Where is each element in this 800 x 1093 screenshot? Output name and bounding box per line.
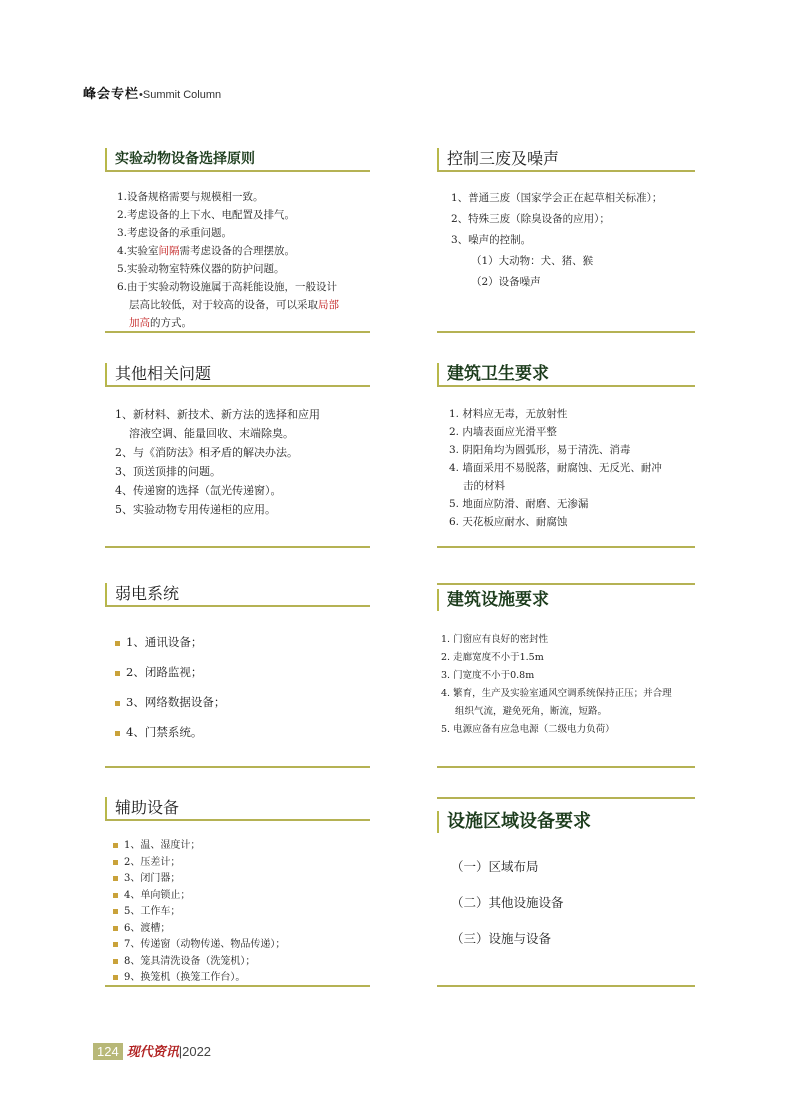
list-item: 1. 门窗应有良好的密封性 xyxy=(441,634,549,645)
list-item: 5.实验动物室特殊仪器的防护问题。 xyxy=(117,263,285,275)
list-item: 4、传递窗的选择（氙光传递窗）。 xyxy=(115,484,282,497)
list-item: 5. 电源应备有应急电源（二级电力负荷） xyxy=(441,724,615,735)
panel-title: 实验动物设备选择原则 xyxy=(105,148,370,170)
square-bullet-icon xyxy=(113,843,118,848)
square-bullet-icon xyxy=(115,701,120,706)
square-bullet-icon xyxy=(113,959,118,964)
list-item: 3.考虑设备的承重问题。 xyxy=(117,227,233,239)
square-bullet-icon xyxy=(113,926,118,931)
list-item: 1.设备规格需要与规模相一致。 xyxy=(117,191,264,203)
panel-building-hygiene xyxy=(437,363,695,548)
list-item: 3、闭门器； xyxy=(113,871,370,888)
panel-area-equipment xyxy=(437,797,695,987)
list-item: 4. 墙面采用不易脱落，耐腐蚀、无反光、耐冲 xyxy=(449,462,662,474)
footer-divider: | xyxy=(178,1044,183,1059)
page-footer xyxy=(93,1041,211,1061)
list-item: 3、噪声的控制。 xyxy=(451,234,532,246)
list-item: 2. 走廊宽度不小于1.5m xyxy=(441,652,544,663)
column-title-zh: 峰会专栏 xyxy=(83,87,140,102)
list-item: 6.由于实验动物设施属于高耗能设施，一般设计 xyxy=(117,281,338,293)
list-item: 层高比较低，对于较高的设备，可以采取局部 xyxy=(129,299,339,311)
list-item: 1、温、湿度计； xyxy=(113,838,370,855)
list-item: 1、新材料、新技术、新方法的选择和应用 xyxy=(115,408,320,421)
list-item: 6、渡槽； xyxy=(113,921,370,938)
issue-year: 2022 xyxy=(182,1044,212,1059)
list-item: 5. 地面应防滑、耐磨、无渗漏 xyxy=(449,498,589,510)
page-number: 124 xyxy=(93,1043,123,1060)
square-bullet-icon xyxy=(113,860,118,865)
square-bullet-icon xyxy=(113,893,118,898)
list-item: （一）区域布局 xyxy=(451,859,539,874)
list-item: 2、闭路监视； xyxy=(115,657,370,687)
square-bullet-icon xyxy=(113,942,118,947)
panel-title: 控制三废及噪声 xyxy=(437,148,695,170)
page-header xyxy=(83,83,221,102)
list-item: 3. 门宽度不小于0.8m xyxy=(441,670,535,681)
list-item: 2、与《消防法》相矛盾的解决办法。 xyxy=(115,446,298,459)
square-bullet-icon xyxy=(113,909,118,914)
panel-waste-noise xyxy=(437,148,695,333)
column-separator: • xyxy=(139,89,143,101)
list-item: （1）大动物：犬、猪、猴 xyxy=(471,255,594,267)
list-item: 3、顶送顶排的问题。 xyxy=(115,465,221,478)
square-bullet-icon xyxy=(115,731,120,736)
list-item: 2、压差计； xyxy=(113,855,370,872)
panel-title: 建筑设施要求 xyxy=(437,589,695,611)
list-item: 1. 材料应无毒，无放射性 xyxy=(449,408,568,420)
list-item: 4、单向锁止； xyxy=(113,888,370,905)
panel-title: 辅助设备 xyxy=(105,797,370,819)
list-item: 5、实验动物专用传递柜的应用。 xyxy=(115,503,276,516)
panel-title: 其他相关问题 xyxy=(105,363,370,385)
square-bullet-icon xyxy=(115,671,120,676)
square-bullet-icon xyxy=(115,641,120,646)
list-item: 2. 内墙表面应光滑平整 xyxy=(449,426,557,438)
column-title-en: Summit Column xyxy=(142,89,222,101)
list-item: 8、笼具清洗设备（洗笼机）； xyxy=(113,954,370,971)
panel-auxiliary-equipment xyxy=(105,797,370,987)
list-item: 1、通讯设备； xyxy=(115,627,370,657)
list-item: 3. 阴阳角均为圆弧形，易于清洗、消毒 xyxy=(449,444,631,456)
list-item: 溶液空调、能量回收、末端除臭。 xyxy=(129,427,294,440)
list-item: 加高的方式。 xyxy=(129,317,192,329)
panel-building-facilities xyxy=(437,583,695,768)
panel-other-issues xyxy=(105,363,370,548)
list-item: 2.考虑设备的上下水、电配置及排气。 xyxy=(117,209,296,221)
list-item: （2）设备噪声 xyxy=(471,276,541,288)
list-item: 6. 天花板应耐水、耐腐蚀 xyxy=(449,516,568,528)
list-item: 1、普通三废（国家学会正在起草相关标准）； xyxy=(451,192,663,204)
square-bullet-icon xyxy=(113,876,118,881)
magazine-name: 现代资讯 xyxy=(126,1045,179,1060)
list-item: 4. 繁育，生产及实验室通风空调系统保持正压；并合理 xyxy=(441,688,672,699)
list-item: （三）设施与设备 xyxy=(451,931,552,946)
square-bullet-icon xyxy=(113,975,118,980)
panel-title: 弱电系统 xyxy=(105,583,370,605)
list-item: 4.实验室间隔需考虑设备的合理摆放。 xyxy=(117,245,296,257)
panel-title: 建筑卫生要求 xyxy=(437,363,695,385)
list-item: 3、网络数据设备； xyxy=(115,687,370,717)
list-item: （二）其他设施设备 xyxy=(451,895,564,910)
list-item: 9、换笼机（换笼工作台）。 xyxy=(113,970,370,987)
list-item: 2、特殊三废（除臭设备的应用）； xyxy=(451,213,610,225)
panel-low-voltage xyxy=(105,583,370,768)
panel-equipment-selection xyxy=(105,148,370,333)
list-item: 5、工作车； xyxy=(113,904,370,921)
panel-title: 设施区域设备要求 xyxy=(437,811,695,833)
list-item: 组织气流，避免死角，断流，短路。 xyxy=(455,706,608,717)
list-item: 4、门禁系统。 xyxy=(115,717,370,747)
list-item: 7、传递窗（动物传递、物品传递）； xyxy=(113,937,370,954)
list-item: 击的材料 xyxy=(463,480,505,492)
